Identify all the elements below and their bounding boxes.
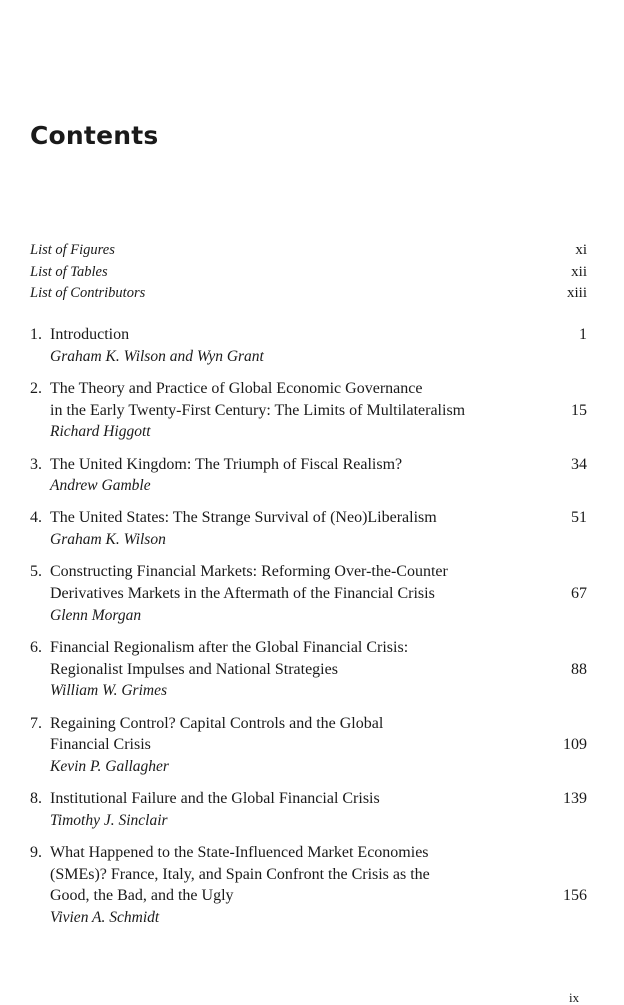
front-matter-page: xiii — [566, 285, 587, 301]
front-matter-page: xii — [571, 263, 587, 280]
front-matter-title: List of Contributors — [30, 285, 146, 301]
chapter-title: Regaining Control? Capital Controls and the Global Financial Crisis — [50, 714, 384, 754]
chapter-page: 1 — [579, 326, 587, 343]
chapter-author: Timothy J. Sinclair — [50, 811, 168, 829]
chapter-author: Kevin P. Gallagher — [50, 757, 169, 775]
front-matter-list — [30, 240, 587, 305]
chapter-number: 9. — [30, 844, 42, 862]
chapter-title: Introduction — [50, 326, 130, 343]
chapter-number: 1. — [30, 326, 42, 343]
chapter-list — [30, 324, 587, 939]
chapter-author: Glenn Morgan — [50, 606, 142, 624]
chapter-entry — [30, 788, 587, 831]
chapter-author: Andrew Gamble — [50, 477, 151, 495]
chapter-author: William W. Grimes — [50, 682, 167, 700]
chapter-number: 8. — [30, 790, 42, 808]
chapter-page: 34 — [571, 455, 587, 473]
chapter-page: 156 — [563, 887, 587, 905]
chapter-title: Constructing Financial Markets: Reforming Over-the-Counter Derivatives Markets in the Aftermath of the Financial Crisis — [50, 563, 448, 603]
chapter-number: 4. — [30, 509, 42, 527]
chapter-title: Financial Regionalism after the Global Financial Crisis: Regionalist Impulses and National Strategies — [50, 638, 409, 678]
chapter-number: 7. — [30, 714, 42, 732]
chapter-number: 3. — [30, 455, 42, 473]
footer-page-number: ix — [569, 990, 580, 1005]
chapter-page: 51 — [571, 509, 587, 527]
chapter-entry — [30, 324, 587, 367]
chapter-entry — [30, 713, 587, 778]
chapter-number: 6. — [30, 638, 42, 656]
chapter-author: Graham K. Wilson and Wyn Grant — [50, 347, 264, 365]
chapter-title: The Theory and Practice of Global Economic Governance in the Early Twenty-First Century: The Limits of Multilateralism — [50, 379, 466, 419]
front-matter-title: List of Tables — [30, 263, 108, 280]
chapter-number: 2. — [30, 379, 42, 397]
front-matter-item — [30, 240, 587, 262]
chapter-entry — [30, 561, 587, 626]
front-matter-item — [30, 262, 587, 284]
chapter-author: Graham K. Wilson — [50, 531, 166, 549]
chapter-entry — [30, 507, 587, 550]
chapter-number: 5. — [30, 563, 42, 581]
front-matter-item — [30, 283, 587, 305]
front-matter-title: List of Figures — [30, 242, 115, 258]
chapter-title: Institutional Failure and the Global Financial Crisis — [50, 790, 380, 808]
page-title: Contents — [30, 121, 159, 150]
chapter-page: 67 — [571, 585, 587, 603]
front-matter-page: xi — [575, 242, 587, 258]
chapter-page: 15 — [571, 401, 587, 419]
chapter-page: 139 — [563, 790, 587, 808]
chapter-entry — [30, 378, 587, 443]
chapter-title: The United Kingdom: The Triumph of Fiscal Realism? — [50, 455, 403, 473]
chapter-entry — [30, 842, 587, 929]
chapter-page: 109 — [563, 736, 587, 754]
chapter-entry — [30, 637, 587, 702]
chapter-page: 88 — [571, 660, 587, 678]
chapter-title: What Happened to the State-Influenced Market Economies (SMEs)? France, Italy, and Spain Confront the Crisis as the Good, the Bad, and the Ugly — [50, 844, 430, 905]
chapter-entry — [30, 454, 587, 497]
chapter-author: Vivien A. Schmidt — [50, 909, 160, 927]
chapter-title: The United States: The Strange Survival of (Neo)Liberalism — [50, 509, 437, 527]
chapter-author: Richard Higgott — [50, 423, 151, 441]
